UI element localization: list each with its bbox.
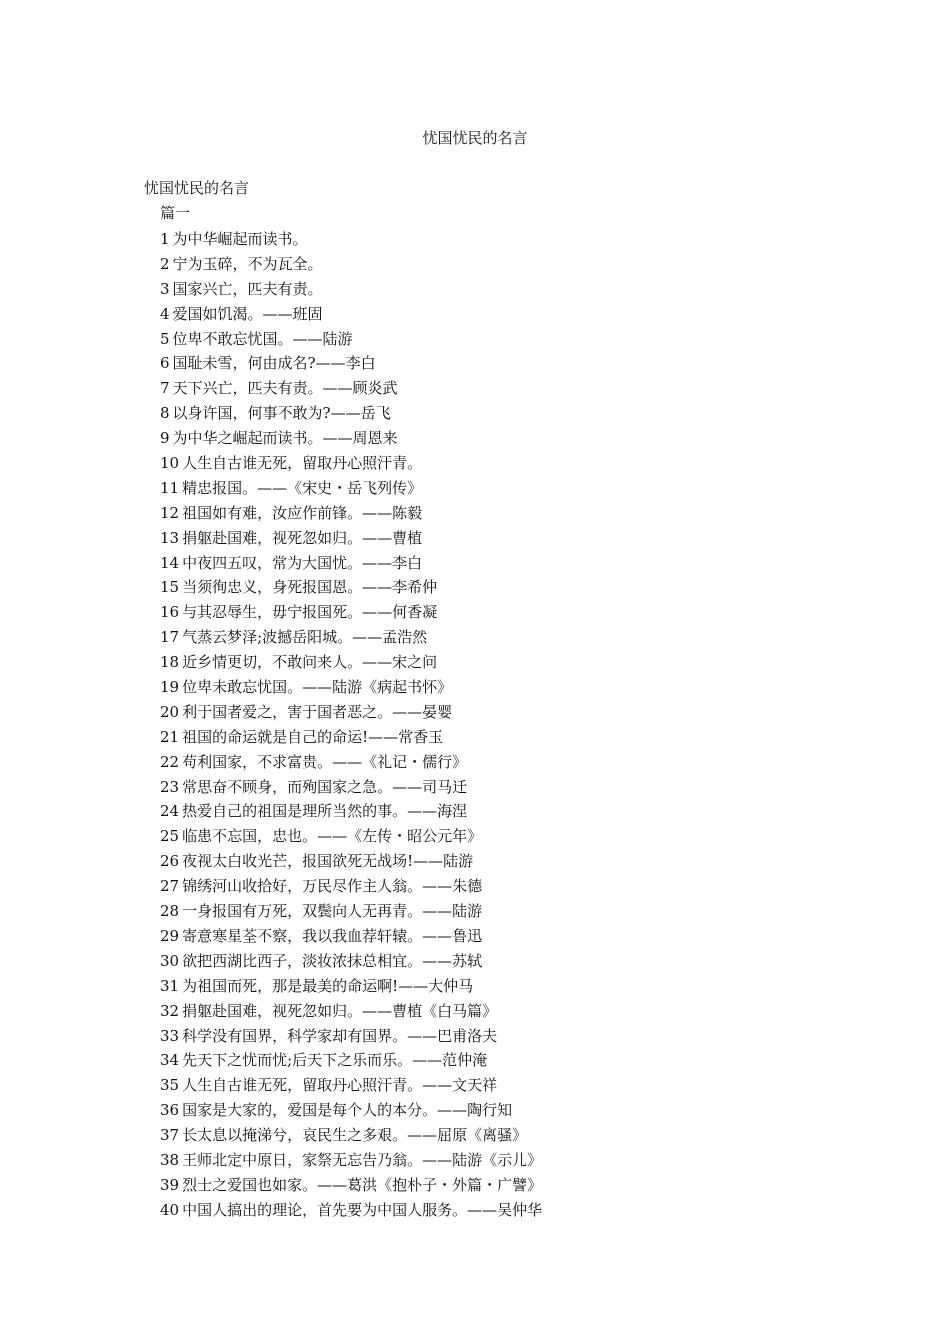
quote-number: 3 <box>160 279 170 298</box>
quote-item <box>160 304 542 329</box>
quote-number: 32 <box>160 1001 180 1020</box>
quote-number: 27 <box>160 877 180 896</box>
quote-text: 中夜四五叹，常为大国忧。——李白 <box>182 553 423 572</box>
quote-text: 位卑不敢忘忧国。——陆游 <box>172 329 353 348</box>
quote-number: 38 <box>160 1150 180 1169</box>
quote-item <box>160 279 542 304</box>
quote-text: 一身报国有万死，双鬓向人无再青。——陆游 <box>182 902 483 921</box>
quote-item <box>160 1026 542 1051</box>
quote-number: 15 <box>160 578 180 597</box>
quote-item <box>160 528 542 553</box>
quote-item <box>160 503 542 528</box>
quote-text: 寄意寒星荃不察，我以我血荐轩辕。——鲁迅 <box>182 926 483 945</box>
quote-text: 祖国如有难，汝应作前锋。——陈毅 <box>182 503 423 522</box>
quote-item <box>160 677 542 702</box>
quote-text: 临患不忘国，忠也。——《左传・昭公元年》 <box>182 827 483 846</box>
page-title: 忧国忧民的名言 <box>422 129 528 147</box>
quote-number: 6 <box>160 354 170 373</box>
quote-text: 夜视太白收光芒，报国欲死无战场!——陆游 <box>182 852 474 871</box>
quote-item <box>160 577 542 602</box>
quote-item <box>160 752 542 777</box>
quote-item <box>160 727 542 752</box>
quote-text: 中国人搞出的理论，首先要为中国人服务。——吴仲华 <box>182 1200 543 1219</box>
quote-item <box>160 602 542 627</box>
quote-number: 22 <box>160 752 180 771</box>
quote-item <box>160 1150 542 1175</box>
quote-number: 16 <box>160 603 180 622</box>
quote-text: 与其忍辱生，毋宁报国死。——何香凝 <box>182 603 438 622</box>
quote-number: 25 <box>160 827 180 846</box>
quote-number: 30 <box>160 951 180 970</box>
quote-text: 位卑未敢忘忧国。——陆游《病起书怀》 <box>182 678 453 697</box>
quote-item <box>160 1100 542 1125</box>
quote-number: 4 <box>160 304 170 323</box>
quote-item <box>160 801 542 826</box>
quote-item <box>160 976 542 1001</box>
quote-text: 人生自古谁无死，留取丹心照汗青。 <box>182 454 423 473</box>
quote-item <box>160 453 542 478</box>
quote-number: 40 <box>160 1200 180 1219</box>
quote-text: 欲把西湖比西子，淡妆浓抹总相宜。——苏轼 <box>182 951 483 970</box>
quote-text: 爱国如饥渴。——班固 <box>172 304 323 323</box>
section-label: 篇一 <box>160 204 191 222</box>
quote-item <box>160 229 542 254</box>
quote-item <box>160 1175 542 1200</box>
quote-number: 28 <box>160 902 180 921</box>
quote-text: 为中华崛起而读书。 <box>172 230 308 248</box>
quote-text: 利于国者爱之，害于国者恶之。——晏婴 <box>182 702 453 721</box>
quote-text: 捐躯赴国难，视死忽如归。——曹植 <box>182 528 423 547</box>
quote-text: 气蒸云梦泽;波撼岳阳城。——孟浩然 <box>182 628 428 647</box>
quote-item <box>160 901 542 926</box>
quote-text: 人生自古谁无死，留取丹心照汗青。——文天祥 <box>182 1076 498 1095</box>
quote-number: 13 <box>160 528 180 547</box>
quote-text: 苟利国家，不求富贵。——《礼记・儒行》 <box>182 752 468 771</box>
quote-number: 24 <box>160 802 180 821</box>
quote-text: 科学没有国界，科学家却有国界。——巴甫洛夫 <box>182 1026 498 1045</box>
quote-number: 14 <box>160 553 180 572</box>
quote-number: 33 <box>160 1026 180 1045</box>
quote-text: 烈士之爱国也如家。——葛洪《抱朴子・外篇・广譬》 <box>182 1175 543 1194</box>
quote-number: 17 <box>160 628 180 647</box>
quote-number: 5 <box>160 329 170 348</box>
quote-number: 29 <box>160 926 180 945</box>
quote-text: 天下兴亡，匹夫有责。——顾炎武 <box>172 379 398 398</box>
quote-item <box>160 329 542 354</box>
quote-item <box>160 478 542 503</box>
quote-number: 12 <box>160 503 180 522</box>
quote-item <box>160 777 542 802</box>
quote-item <box>160 627 542 652</box>
quote-number: 2 <box>160 254 170 273</box>
quote-number: 34 <box>160 1051 180 1070</box>
quote-number: 7 <box>160 379 170 398</box>
quote-text: 王师北定中原日，家祭无忘告乃翁。——陆游《示儿》 <box>182 1150 543 1169</box>
quote-number: 37 <box>160 1126 180 1145</box>
quote-text: 当须徇忠义，身死报国恩。——李希仲 <box>182 578 438 597</box>
quote-number: 26 <box>160 852 180 871</box>
quote-text: 国家兴亡，匹夫有责。 <box>172 279 323 298</box>
quote-number: 8 <box>160 404 170 423</box>
quote-item <box>160 428 542 453</box>
quote-text: 捐躯赴国难，视死忽如归。——曹植《白马篇》 <box>182 1001 498 1020</box>
quote-text: 为祖国而死，那是最美的命运啊!——大仲马 <box>182 976 474 995</box>
quote-number: 39 <box>160 1175 180 1194</box>
quote-number: 36 <box>160 1101 180 1120</box>
quote-text: 宁为玉碎，不为瓦全。 <box>172 254 323 273</box>
quote-number: 11 <box>160 478 180 497</box>
quote-item <box>160 926 542 951</box>
quote-item <box>160 553 542 578</box>
quote-item <box>160 702 542 727</box>
quote-text: 为中华之崛起而读书。——周恩来 <box>172 429 398 448</box>
quote-number: 10 <box>160 454 180 473</box>
quote-text: 国家是大家的，爱国是每个人的本分。——陶行知 <box>182 1101 513 1120</box>
quote-number: 31 <box>160 976 180 995</box>
quote-item <box>160 876 542 901</box>
quote-number: 19 <box>160 678 180 697</box>
quote-item <box>160 851 542 876</box>
quote-text: 热爱自己的祖国是理所当然的事。——海涅 <box>182 802 468 821</box>
document-heading: 忧国忧民的名言 <box>144 179 250 197</box>
quote-text: 锦绣河山收拾好，万民尽作主人翁。——朱德 <box>182 877 483 896</box>
quote-number: 1 <box>160 230 170 248</box>
quote-item <box>160 1075 542 1100</box>
quote-text: 先天下之忧而忧;后天下之乐而乐。——范仲淹 <box>182 1051 488 1070</box>
quote-item <box>160 652 542 677</box>
quote-number: 21 <box>160 727 180 746</box>
quote-text: 长太息以掩涕兮，哀民生之多艰。——屈原《离骚》 <box>182 1126 528 1145</box>
quote-item <box>160 1050 542 1075</box>
quote-number: 20 <box>160 702 180 721</box>
quote-item <box>160 951 542 976</box>
quote-number: 9 <box>160 429 170 448</box>
quote-text: 国耻未雪，何由成名?——李白 <box>172 354 376 373</box>
quote-text: 以身许国，何事不敢为?——岳飞 <box>172 404 391 423</box>
quote-item <box>160 378 542 403</box>
quote-text: 近乡情更切，不敢问来人。——宋之问 <box>182 653 438 672</box>
quote-number: 23 <box>160 777 180 796</box>
quote-item <box>160 1125 542 1150</box>
quote-item <box>160 1001 542 1026</box>
quote-item <box>160 254 542 279</box>
quote-text: 精忠报国。——《宋史・岳飞列传》 <box>182 478 423 497</box>
quote-number: 18 <box>160 653 180 672</box>
quote-text: 常思奋不顾身，而殉国家之急。——司马迁 <box>182 777 468 796</box>
quote-item <box>160 1200 542 1225</box>
quote-number: 35 <box>160 1076 180 1095</box>
quote-list <box>160 229 542 1225</box>
quote-item <box>160 403 542 428</box>
quote-text: 祖国的命运就是自己的命运!——常香玉 <box>182 727 444 746</box>
quote-item <box>160 826 542 851</box>
quote-item <box>160 353 542 378</box>
